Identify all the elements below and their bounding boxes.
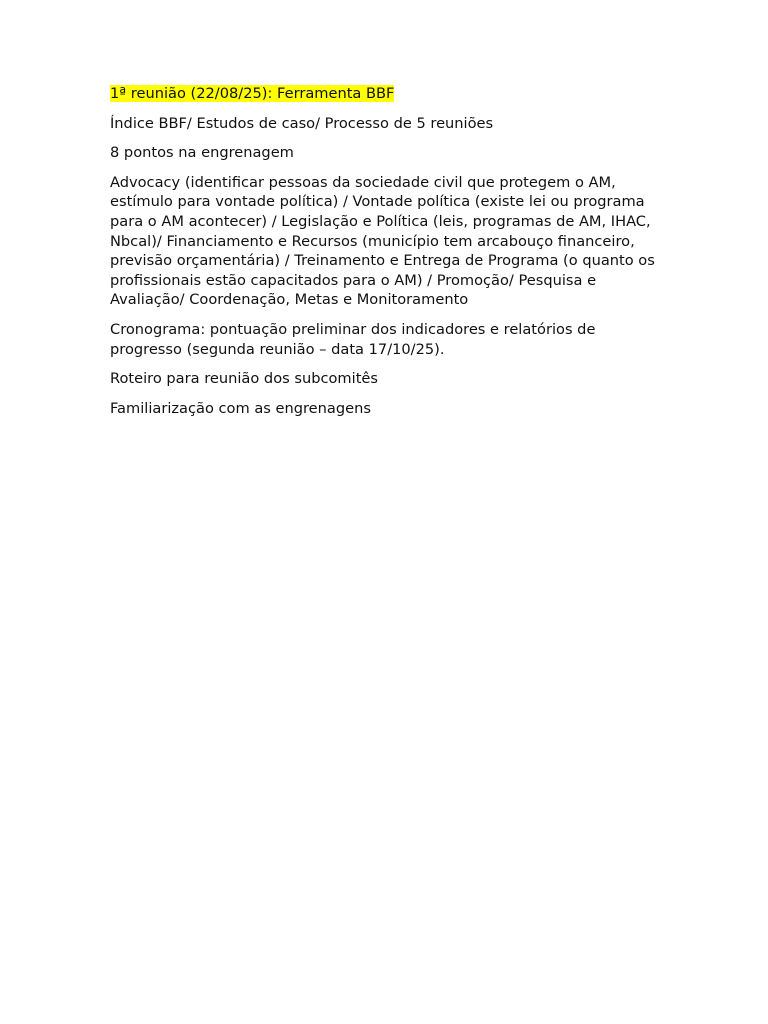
- paragraph-points: 8 pontos na engrenagem: [110, 144, 294, 162]
- highlighted-heading-text: 1ª reunião (22/08/25): Ferramenta BBF: [110, 85, 395, 102]
- paragraph-advocacy: Advocacy (identificar pessoas da sociedade civil que protegem o AM, estímulo para vontade política) / Vontade política (existe lei ou programa para o AM acontecer) / Legislação e Política (leis, programas de AM, IHAC, Nbcal)/ Financiamento e Recursos (município tem arcabouço financeiro, previsão orçamentária) / Treinamento e Entrega de Programa (o quanto os profissionais estão capacitados para o AM) / Promoção/ Pesquisa e Avaliação/ Coordenação, Metas e Monitoramento: [110, 173, 655, 309]
- paragraph-schedule: Cronograma: pontuação preliminar dos indicadores e relatórios de progresso (segunda reunião – data 17/10/25).: [110, 320, 596, 358]
- paragraph-index: Índice BBF/ Estudos de caso/ Processo de 5 reuniões: [110, 114, 494, 132]
- paragraph-script: Roteiro para reunião dos subcomitês: [110, 370, 379, 388]
- paragraph-familiarization: Familiarização com as engrenagens: [110, 399, 371, 417]
- meeting-heading: [110, 84, 658, 104]
- document-body: [110, 84, 658, 428]
